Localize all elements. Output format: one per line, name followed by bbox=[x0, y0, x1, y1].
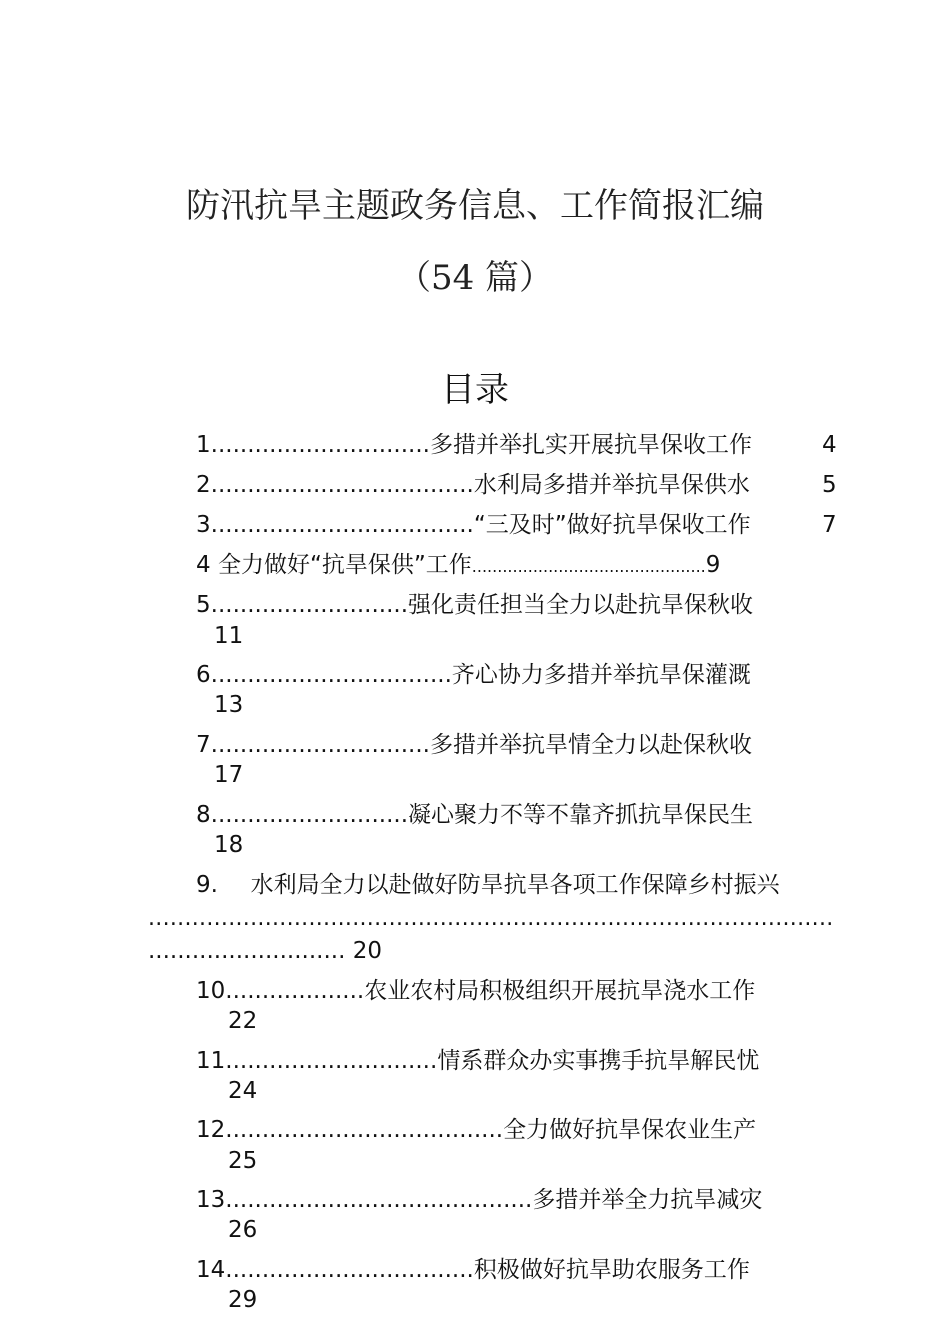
toc-entry-number: 5 bbox=[196, 592, 211, 618]
toc-entry-title: 全力做好抗旱保农业生产 bbox=[503, 1117, 757, 1143]
toc-entry-number: 3 bbox=[196, 512, 211, 538]
toc-leader-dots: .................................... bbox=[210, 472, 474, 498]
toc-page-number: 26 bbox=[228, 1217, 258, 1243]
toc-entry-title: 积极做好抗旱助农服务工作 bbox=[473, 1257, 750, 1283]
toc-leader-dots: ................................. bbox=[210, 662, 452, 688]
toc-page-number: 25 bbox=[228, 1148, 258, 1174]
toc-entry-number: 1 bbox=[196, 432, 211, 458]
toc-leader-dots: ................... bbox=[225, 978, 365, 1004]
toc-leader-dots: ...................................... bbox=[225, 1117, 504, 1143]
toc-entry-number: 14 bbox=[196, 1257, 226, 1283]
toc-entry-number: 7 bbox=[196, 732, 211, 758]
toc-entry[interactable] bbox=[196, 660, 751, 690]
toc-entry-number: 6 bbox=[196, 662, 211, 688]
toc-entry[interactable] bbox=[196, 870, 780, 900]
toc-entry[interactable] bbox=[196, 590, 753, 620]
toc-entry[interactable] bbox=[196, 800, 753, 830]
toc-entry[interactable] bbox=[196, 1255, 750, 1285]
toc-entry[interactable] bbox=[196, 510, 751, 540]
toc-entry[interactable] bbox=[196, 1185, 762, 1215]
toc-entry-title: 多措并举全力抗旱减灾 bbox=[532, 1187, 763, 1213]
toc-leader-dots: ........................... bbox=[210, 592, 409, 618]
toc-entry-title: 多措并举抗旱情全力以赴保秋收 bbox=[429, 732, 752, 758]
toc-entry-number: 13 bbox=[196, 1187, 226, 1213]
toc-entry-continuation bbox=[148, 936, 382, 966]
toc-page-number: 29 bbox=[228, 1287, 258, 1313]
toc-entry[interactable] bbox=[196, 1115, 756, 1145]
toc-leader-dots: .............................................. bbox=[471, 557, 706, 576]
toc-entry-number: 12 bbox=[196, 1117, 226, 1143]
toc-entry-number: 10 bbox=[196, 978, 226, 1004]
toc-page-number: 9 bbox=[705, 552, 721, 578]
document-subtitle: （54 篇） bbox=[396, 258, 554, 298]
toc-page-number: 17 bbox=[214, 762, 244, 788]
toc-entry-number: 4 bbox=[196, 552, 211, 578]
toc-entry-title: 凝心聚力不等不靠齐抓抗旱保民生 bbox=[408, 802, 754, 828]
toc-entry-title: 农业农村局积极组织开展抗旱浇水工作 bbox=[364, 978, 756, 1004]
toc-leader-dots: .............................................................................................. bbox=[148, 906, 834, 931]
toc-entry-number: 2 bbox=[196, 472, 211, 498]
toc-leader-dots: ........................... bbox=[210, 802, 409, 828]
toc-leader-dots: .......................................... bbox=[225, 1187, 533, 1213]
toc-entry-number: 9. bbox=[196, 872, 218, 898]
toc-entry-title: 水利局多措并举抗旱保供水 bbox=[473, 472, 750, 498]
toc-entry-number: 11 bbox=[196, 1048, 226, 1074]
toc-page-number: 13 bbox=[214, 692, 244, 718]
toc-entry[interactable] bbox=[196, 976, 755, 1006]
toc-page-number: 18 bbox=[214, 832, 244, 858]
toc-entry-title: 多措并举扎实开展抗旱保收工作 bbox=[429, 432, 752, 458]
toc-leader-dots: .................................. bbox=[225, 1257, 474, 1283]
toc-entry[interactable] bbox=[196, 730, 752, 760]
toc-entry-number: 8 bbox=[196, 802, 211, 828]
toc-entry[interactable] bbox=[196, 470, 750, 500]
toc-page-number: 22 bbox=[228, 1008, 258, 1034]
toc-leader-dots: .............................. bbox=[210, 432, 430, 458]
toc-page-number: 7 bbox=[822, 512, 837, 538]
toc-page-number: 11 bbox=[214, 623, 244, 649]
toc-page-number: 24 bbox=[228, 1078, 258, 1104]
toc-entry[interactable] bbox=[196, 1046, 759, 1076]
toc-leader-dots: .............................. bbox=[210, 732, 430, 758]
toc-page-number: 20 bbox=[352, 938, 382, 964]
toc-leader-dots: ............................. bbox=[225, 1048, 438, 1074]
toc-entry-title: 全力做好“抗旱保供”工作 bbox=[217, 552, 472, 578]
toc-entry-title: 情系群众办实事携手抗旱解民忧 bbox=[437, 1048, 760, 1074]
toc-entry-title: 强化责任担当全力以赴抗旱保秋收 bbox=[408, 592, 754, 618]
document-title: 防汛抗旱主题政务信息、工作简报汇编 bbox=[186, 186, 764, 226]
toc-page-number: 4 bbox=[822, 432, 837, 458]
toc-page-number: 5 bbox=[822, 472, 837, 498]
toc-entry-title: 水利局全力以赴做好防旱抗旱各项工作保障乡村振兴 bbox=[250, 872, 780, 898]
toc-entry[interactable] bbox=[196, 550, 720, 582]
toc-heading: 目录 bbox=[441, 370, 509, 410]
toc-leader-dots: ........................... bbox=[148, 938, 346, 964]
toc-entry-title: 齐心协力多措并举抗旱保灌溉 bbox=[451, 662, 751, 688]
toc-entry-title: “三及时”做好抗旱保收工作 bbox=[473, 512, 751, 538]
toc-entry[interactable] bbox=[196, 430, 752, 460]
toc-leader-dots: .................................... bbox=[210, 512, 474, 538]
